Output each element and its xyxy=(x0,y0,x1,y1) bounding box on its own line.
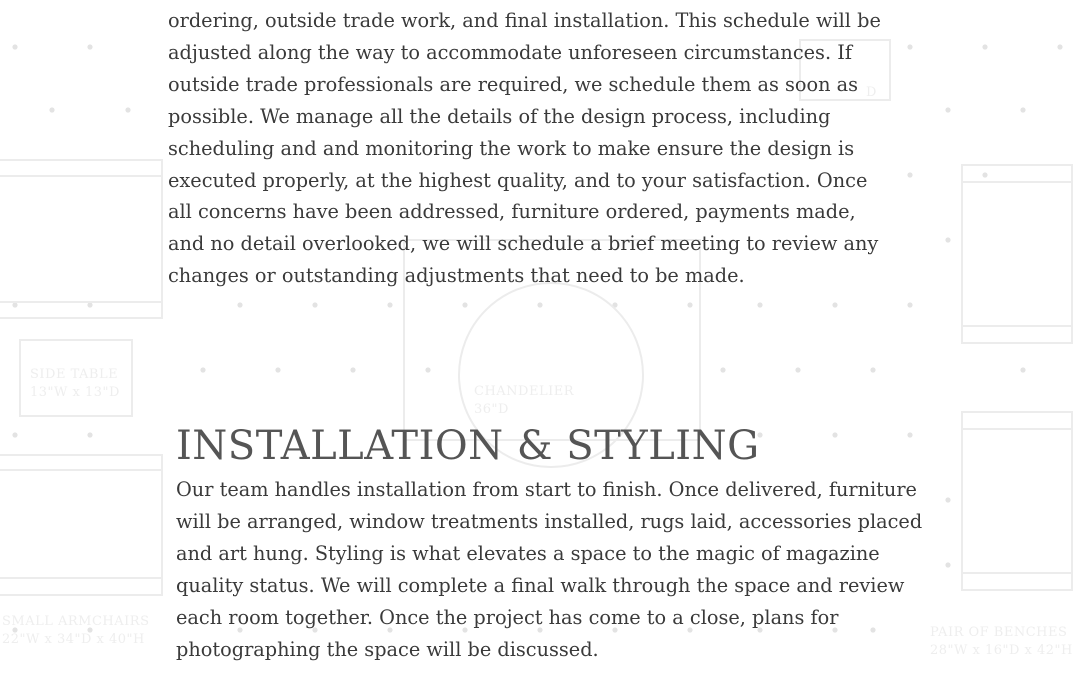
installation-paragraph: Our team handles installation from start to finish. Once delivered, furniture will be arranged, window treatments installed, rugs laid, accessories placed and art hung. Styling is what elevates a space to the magic of magazine quality status. We will complete a final walk through the space and review each room together. Once the project has come to a close, plans for photographing the space will be discussed. xyxy=(176,478,923,661)
armchairs-size: 22"W x 34"D x 40"H xyxy=(2,632,145,647)
side-table-size: 13"W x 13"D xyxy=(30,385,120,400)
process-paragraph: ordering, outside trade work, and final installation. This schedule will be adjusted along the way to accommodate unforeseen circumstances. If outside trade professionals are required, we schedule them as soon as possible. We manage all the details of the design process, including scheduling and and monitoring the work to make ensure the design is executed properly, at the highest quality, and to your satisfaction. Once all concerns have been addressed, furniture ordered, payments made, and no detail overlooked, we will schedule a brief meeting to review any changes or outstanding adjustments that need to be made. xyxy=(168,9,881,288)
installation-styling-heading: INSTALLATION & STYLING xyxy=(176,423,760,469)
benches-label: PAIR OF BENCHES xyxy=(930,625,1068,640)
top-right-label-fragment: D xyxy=(866,85,877,100)
side-table-label: SIDE TABLE xyxy=(30,367,119,382)
benches-size: 28"W x 16"D x 42"H xyxy=(930,643,1073,658)
chandelier-size: 36"D xyxy=(474,402,509,417)
chandelier-label: CHANDELIER xyxy=(474,384,575,399)
armchairs-label: SMALL ARMCHAIRS xyxy=(2,614,150,629)
